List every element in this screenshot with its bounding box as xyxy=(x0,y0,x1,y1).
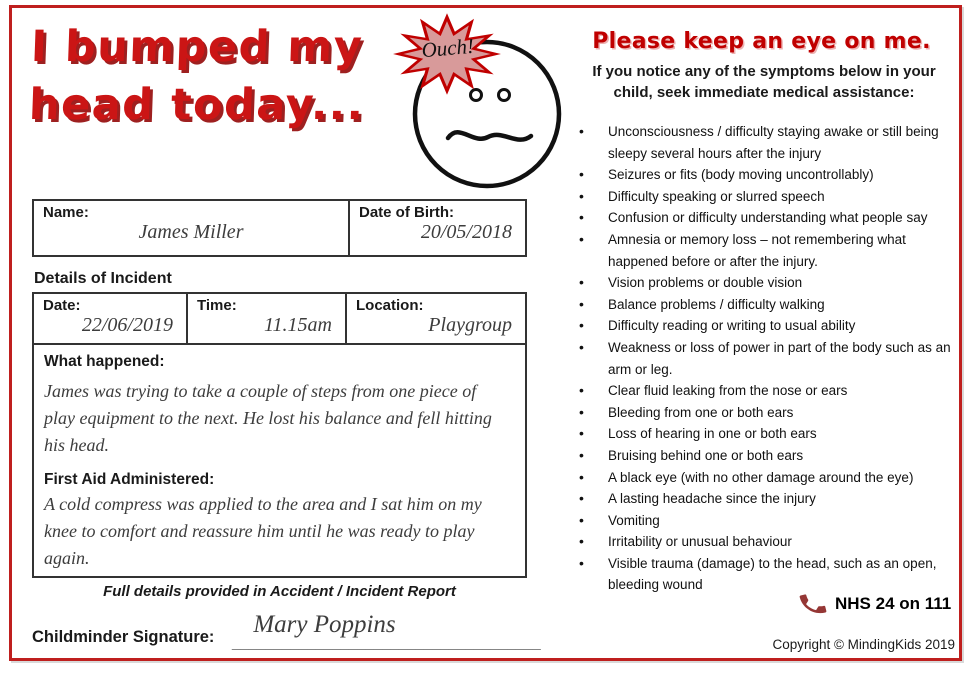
symptom-item: • Irritability or unusual behaviour xyxy=(575,531,953,553)
advice-intro: If you notice any of the symptoms below in your child, seek immediate medical assistance: xyxy=(592,63,936,101)
dob-value: 20/05/2018 xyxy=(420,221,512,243)
name-cell xyxy=(34,201,350,255)
page-title-line1: I bumped my xyxy=(30,22,365,72)
phone-icon xyxy=(795,586,831,622)
page-title xyxy=(28,18,368,134)
details-of-incident-heading: Details of Incident xyxy=(34,270,172,287)
symptom-item: • A lasting headache since the injury xyxy=(575,488,953,510)
symptom-item: • Weakness or loss of power in part of the body such as an arm or leg. xyxy=(575,337,953,380)
copyright-text: Copyright © MindingKids 2019 xyxy=(772,637,955,652)
symptom-item: • Confusion or difficulty understanding what people say xyxy=(575,207,953,229)
first-aid-label: First Aid Administered: xyxy=(44,471,215,488)
date-cell xyxy=(34,294,188,343)
symptom-item: • Amnesia or memory loss – not remembering what happened before or after the injury. xyxy=(575,229,953,272)
symptom-item: • Bleeding from one or both ears xyxy=(575,402,953,424)
time-label: Time: xyxy=(197,297,237,314)
advice-heading: Please keep an eye on me. xyxy=(592,29,931,54)
left-eye xyxy=(471,90,482,101)
first-aid-text: A cold compress was applied to the area and I sat him on my knee to comfort and reassure him until he was ready to play again. xyxy=(44,494,482,568)
symptom-item: • Seizures or fits (body moving uncontrollably) xyxy=(575,164,953,186)
symptom-item: • Balance problems / difficulty walking xyxy=(575,294,953,316)
signature-value: Mary Poppins xyxy=(253,611,396,638)
dob-label: Date of Birth: xyxy=(359,204,454,221)
symptom-item: • Difficulty speaking or slurred speech xyxy=(575,186,953,208)
incident-meta-row xyxy=(34,294,525,345)
what-happened-text: James was trying to take a couple of steps from one piece of play equipment to the next. He lost his balance and fell hitting his head. xyxy=(44,381,492,455)
right-eye xyxy=(499,90,510,101)
symptom-item: • Clear fluid leaking from the nose or ears xyxy=(575,380,953,402)
what-happened-label: What happened: xyxy=(44,353,165,370)
symptom-item: • Difficulty reading or writing to usual ability xyxy=(575,315,953,337)
symptom-item: • Visible trauma (damage) to the head, such as an open, bleeding wound xyxy=(575,553,953,596)
signature-label: Childminder Signature: xyxy=(32,628,215,646)
signature-line: _____________________________________ xyxy=(232,634,541,651)
symptom-item: • Vision problems or double vision xyxy=(575,272,953,294)
incident-narrative-cell xyxy=(34,345,525,576)
location-cell xyxy=(347,294,525,343)
incident-details-table xyxy=(32,292,527,578)
time-cell xyxy=(188,294,347,343)
name-dob-table xyxy=(32,199,527,257)
name-value: James Miller xyxy=(138,221,244,243)
name-label: Name: xyxy=(43,204,89,221)
time-value: 11.15am xyxy=(264,314,332,336)
date-label: Date: xyxy=(43,297,81,314)
date-value: 22/06/2019 xyxy=(81,314,173,336)
nhs-label: NHS 24 on 111 xyxy=(835,594,952,613)
full-details-note: Full details provided in Accident / Incident Report xyxy=(103,583,456,600)
location-value: Playgroup xyxy=(428,314,512,336)
dob-cell xyxy=(350,201,525,255)
symptom-item: • Bruising behind one or both ears xyxy=(575,445,953,467)
page-title-line2: head today... xyxy=(28,80,366,130)
symptom-list xyxy=(575,121,953,596)
signature-row xyxy=(32,600,541,652)
ouch-label: Ouch! xyxy=(420,33,475,63)
hurt-face-icon xyxy=(388,10,568,202)
symptom-item: • Unconsciousness / difficulty staying awake or still being sleepy several hours after the injury xyxy=(575,121,953,164)
location-label: Location: xyxy=(356,297,424,314)
symptom-item: • Vomiting xyxy=(575,510,953,532)
nhs-contact xyxy=(798,589,951,619)
symptom-item: • Loss of hearing in one or both ears xyxy=(575,423,953,445)
symptom-item: • A black eye (with no other damage around the eye) xyxy=(575,467,953,489)
